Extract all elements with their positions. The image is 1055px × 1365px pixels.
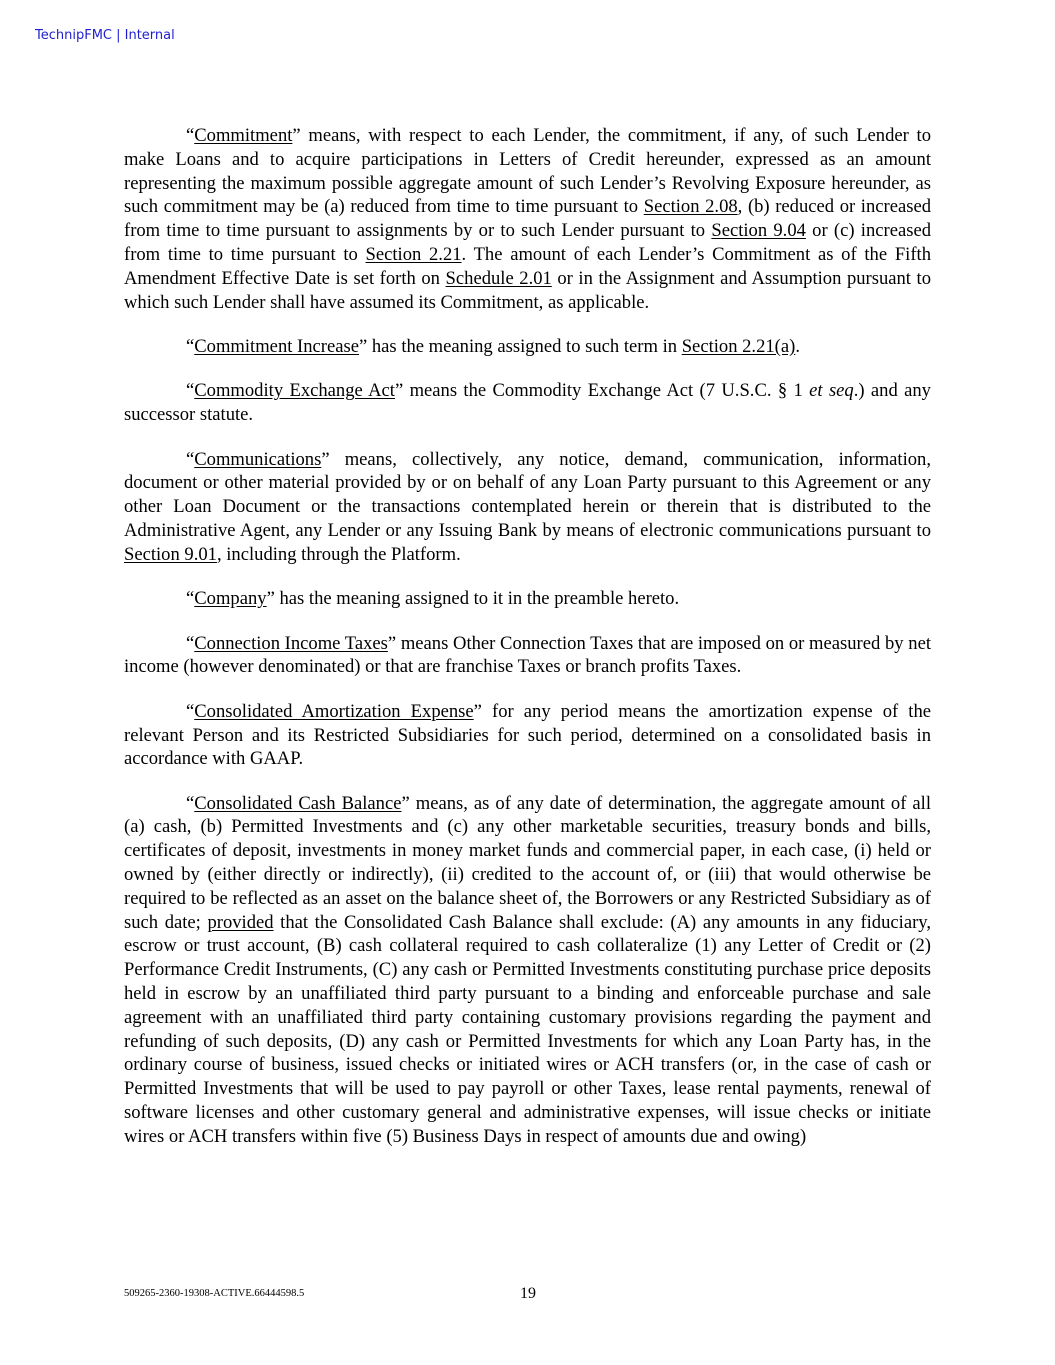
defined-term-reference: provided (207, 911, 274, 933)
defined-term-reference: Communications (194, 448, 322, 470)
text-segment: or (c) increased from time to time pursuant to (124, 220, 931, 265)
text-segment: ” means, collectively, any notice, demand, communication, information, document or other material provided by or on behalf of any Loan Party pursuant to this Agreement or any other Loan Document or the transactions contemplated herein or therein that is distributed to the Administrative Agent, any Lender or any Issuing Bank by means of electronic communications pursuant to (124, 448, 931, 541)
defined-term-reference: Commitment Increase (194, 335, 359, 357)
defined-term-reference: Section 2.21(a) (681, 335, 796, 357)
text-segment: “ (186, 380, 195, 402)
page-number: 19 (520, 1285, 536, 1302)
definition-paragraph (124, 124, 931, 314)
text-segment: , (b) reduced or increased from time to time pursuant to assignments by or to such Lender pursuant to (124, 196, 932, 242)
defined-term-reference: Section 2.21 (365, 243, 462, 265)
definition-paragraph (124, 632, 931, 680)
defined-term-reference: Schedule 2.01 (445, 267, 552, 289)
text-segment: . (795, 335, 800, 357)
text-segment: “ (186, 448, 195, 470)
definition-paragraph (124, 335, 931, 359)
text-segment: “ (186, 125, 195, 146)
definition-paragraph (124, 792, 931, 1149)
text-segment: ” means Other Connection Taxes that are imposed on or measured by net income (however denominated) or that are franchise Taxes or branch profits Taxes. (124, 632, 931, 678)
text-segment: ” has the meaning assigned to it in the preamble hereto. (266, 588, 680, 610)
text-segment: “ (186, 588, 195, 610)
definition-paragraph (124, 448, 931, 567)
defined-term-reference: Section 9.01 (124, 543, 217, 565)
defined-term-reference: Consolidated Amortization Expense (194, 700, 474, 722)
document-id: 509265-2360-19308-ACTIVE.66444598.5 (124, 1288, 305, 1299)
text-segment: .) and any successor statute. (124, 380, 931, 426)
text-segment: , including through the Platform. (216, 543, 461, 565)
text-segment: . The amount of each Lender’s Commitment as of the Fifth Amendment Effective Date is set forth on (124, 243, 931, 289)
text-segment: “ (186, 335, 195, 357)
definition-paragraph (124, 379, 931, 427)
text-segment: “ (186, 632, 195, 654)
text-segment: ” means, as of any date of determination, the aggregate amount of all (a) cash, (b) Permitted Investments and (c) any other marketable securities, treasury bonds and bills, certificates of deposit, investments in money market funds and commercial paper, in each case, (i) held or owned by (either directly or indirectly), (ii) credited to the account of, or (iii) that would otherwise be required to be reflected as an asset on the balance sheet of, the Borrowers or any Restricted Subsidiary as of such date; (124, 792, 931, 933)
text-segment: ” means, with respect to each Lender, the commitment, if any, of such Lender to make Loans and to acquire participations in Letters of Credit hereunder, expressed as an amount representing the maximum possible aggregate amount of such Lender’s Revolving Exposure hereunder, as such commitment may be (a) reduced from time to time pursuant to (124, 125, 931, 218)
text-segment: ” has the meaning assigned to such term in (358, 335, 682, 357)
defined-term-reference: Company (194, 588, 267, 610)
defined-term-reference: Commodity Exchange Act (194, 380, 395, 402)
text-segment: “ (186, 700, 195, 722)
text-segment: that the Consolidated Cash Balance shall exclude: (A) any amounts in any fiduciary, escrow or trust account, (B) cash collateral required to cash collateralize (1) any Letter of Credit or (2) Performance Credit Instruments, (C) any cash or Permitted Investments constituting purchase price deposits held in escrow by an unaffiliated third party pursuant to a binding and enforceable purchase and sale agreement with an unaffiliated third party containing customary provisions regarding the payment and refunding of such deposits, (D) any cash or Permitted Investments for which any Loan Party has, in the ordinary course of business, issued checks or initiated wires or ACH transfers (or, in the case of cash or Permitted Investments that will be used to pay payroll or other Taxes, lease rental payments, renewal of software licenses and other customary general and administrative expenses, will issue checks or initiate wires or ACH transfers within five (5) Business Days in respect of amounts due and owing) (124, 911, 931, 1147)
defined-term-reference: Consolidated Cash Balance (194, 792, 402, 814)
defined-term-reference: Section 2.08 (643, 196, 738, 218)
text-segment: ” for any period means the amortization expense of the relevant Person and its Restricted Subsidiaries for such period, determined on a consolidated basis in accordance with GAAP. (124, 700, 931, 770)
defined-term-reference: Connection Income Taxes (194, 632, 388, 654)
defined-term-reference: Commitment (194, 125, 293, 146)
definition-paragraph (124, 587, 931, 611)
italic-text: et seq (809, 380, 854, 402)
classification-label: TechnipFMC | Internal (35, 28, 175, 43)
definition-paragraph (124, 700, 931, 771)
text-segment: “ (186, 792, 195, 814)
document-body (124, 124, 931, 1169)
text-segment: ” means the Commodity Exchange Act (7 U.S.C. § 1 (394, 380, 810, 402)
text-segment: or in the Assignment and Assumption pursuant to which such Lender shall have assumed its Commitment, as applicable. (124, 267, 931, 313)
defined-term-reference: Section 9.04 (711, 220, 806, 242)
